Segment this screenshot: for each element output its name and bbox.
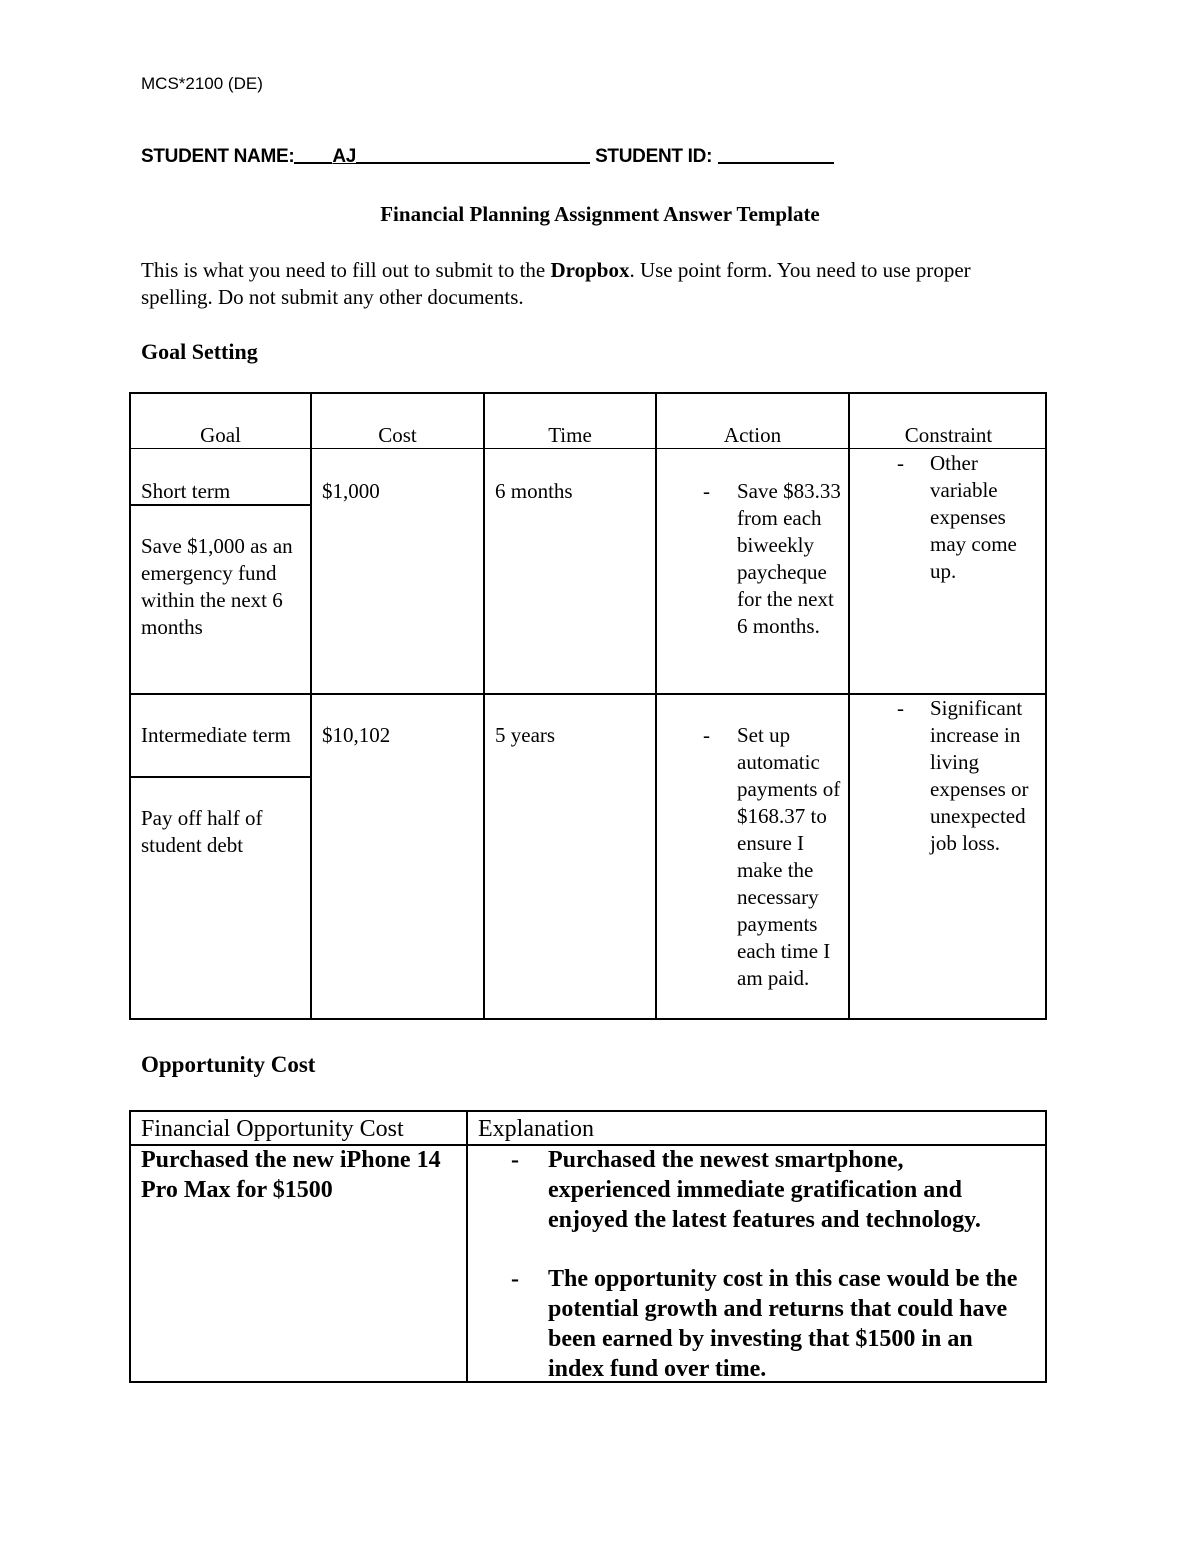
intro-text-1: This is what you need to fill out to submit to the xyxy=(141,258,551,282)
dash-marker: - xyxy=(511,1147,519,1173)
column-header-explanation: Explanation xyxy=(478,1116,594,1142)
column-header-time: Time xyxy=(548,423,592,447)
time-intermediate: 5 years xyxy=(495,723,556,747)
opportunity-cost-heading: Opportunity Cost xyxy=(141,1052,316,1077)
col-divider xyxy=(483,394,485,1018)
dash-marker: - xyxy=(511,1266,519,1292)
col-divider xyxy=(466,1112,468,1381)
action-text-short: Save $83.33 from each biweekly paycheque for the next 6 months. xyxy=(737,479,841,638)
column-header-cost: Cost xyxy=(378,423,417,447)
goal-term-intermediate: Intermediate term xyxy=(141,723,291,747)
student-id-blank xyxy=(718,144,834,164)
student-info-line xyxy=(141,144,834,168)
column-header-action: Action xyxy=(723,423,782,447)
col-divider xyxy=(655,394,657,1018)
student-name-blank-trail xyxy=(356,144,590,164)
cost-short: $1,000 xyxy=(322,479,380,503)
opportunity-cost-table xyxy=(129,1110,1047,1383)
cost-intermediate: $10,102 xyxy=(322,723,391,747)
opportunity-item: Purchased the new iPhone 14 Pro Max for $1500 xyxy=(141,1147,441,1203)
constraint-text-intermediate: Significant increase in living expenses or unexpected job loss. xyxy=(930,696,1029,855)
student-name-label: STUDENT NAME: xyxy=(141,146,295,167)
goal-setting-heading: Goal Setting xyxy=(141,339,258,364)
constraint-text-short: Other variable expenses may come up. xyxy=(930,451,1017,583)
intro-paragraph xyxy=(141,257,1041,311)
col-divider xyxy=(848,394,850,1018)
row-divider xyxy=(131,693,1045,695)
goal-description-intermediate: Pay off half of student debt xyxy=(141,806,263,857)
dash-marker: - xyxy=(897,451,904,475)
explanation-text-1: Purchased the newest smartphone, experienced immediate gratification and enjoyed the latest features and technology. xyxy=(548,1147,981,1233)
intro-dropbox-word: Dropbox xyxy=(550,258,630,282)
goal-cell-divider xyxy=(131,776,310,778)
course-code: MCS*2100 (DE) xyxy=(141,74,263,93)
goal-term-short: Short term xyxy=(141,479,231,503)
column-header-financial-opportunity-cost: Financial Opportunity Cost xyxy=(141,1116,404,1142)
dash-marker: - xyxy=(703,479,710,503)
col-divider xyxy=(310,394,312,1018)
intro-text-2: . Use point form. You need to use proper spelling. Do not submit any other documents. xyxy=(141,258,971,309)
action-text-intermediate: Set up automatic payments of $168.37 to ensure I make the necessary payments each time I am paid. xyxy=(737,723,841,990)
dash-marker: - xyxy=(703,723,710,747)
goal-description-short: Save $1,000 as an emergency fund within the next 6 months xyxy=(141,534,293,639)
student-name-value: AJ xyxy=(332,146,357,167)
student-id-label: STUDENT ID: xyxy=(595,146,713,167)
explanation-text-2: The opportunity cost in this case would be the potential growth and returns that could have been earned by investing that $1500 in an index fund over time. xyxy=(548,1266,1018,1382)
student-name-blank-lead xyxy=(294,144,332,164)
column-header-constraint: Constraint xyxy=(904,423,993,447)
time-short: 6 months xyxy=(495,479,573,503)
goal-setting-table xyxy=(129,392,1047,1020)
document-title: Financial Planning Assignment Answer Template xyxy=(380,202,820,226)
dash-marker: - xyxy=(897,696,904,720)
column-header-goal: Goal xyxy=(200,423,241,447)
